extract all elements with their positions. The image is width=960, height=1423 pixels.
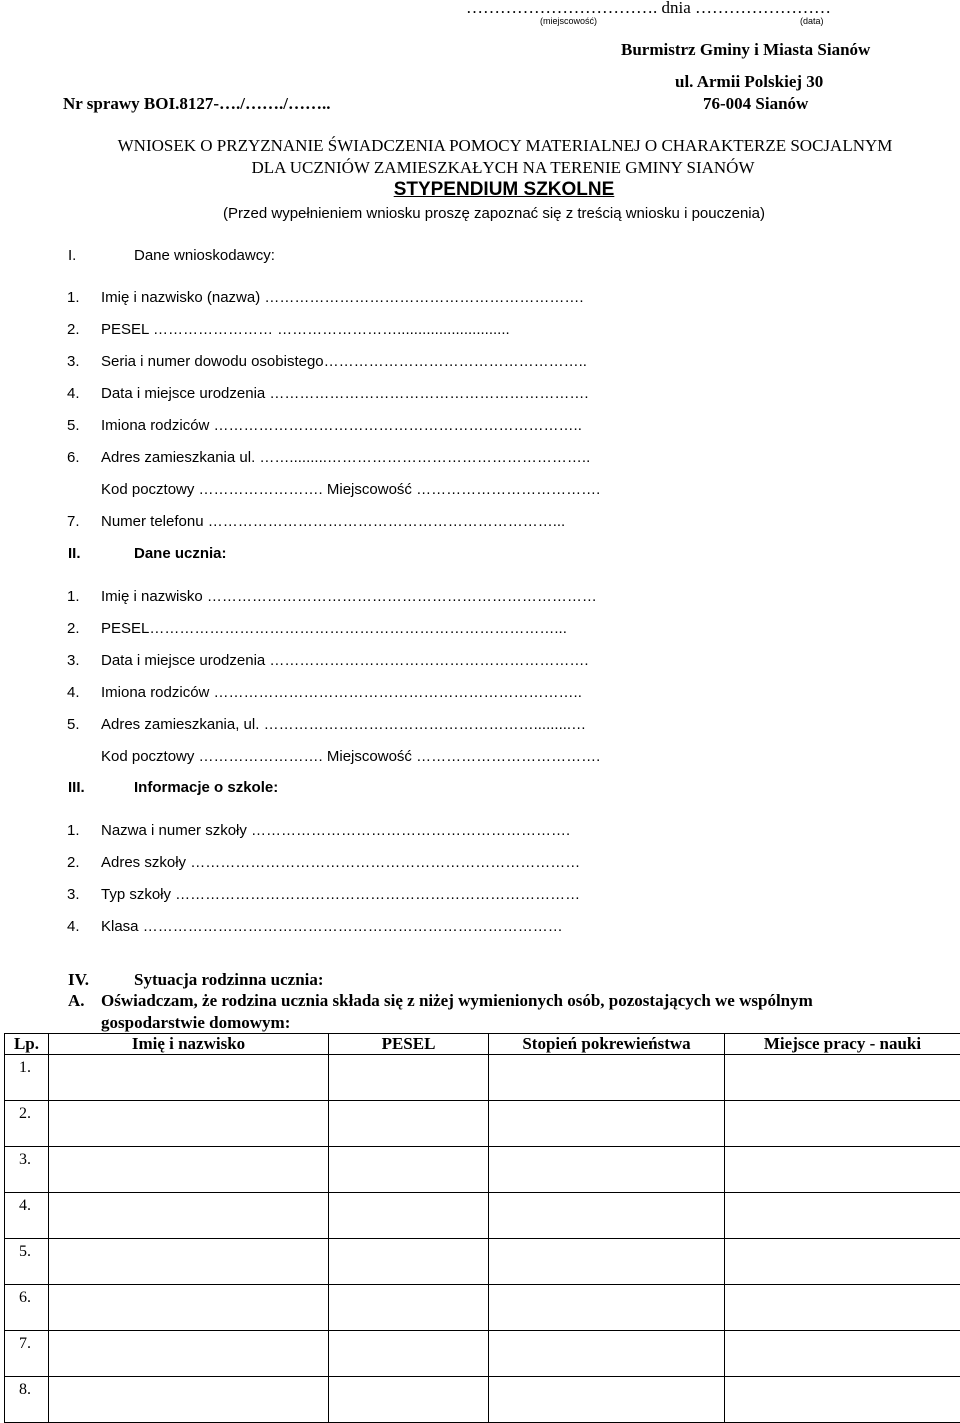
field-label[interactable]: Imię i nazwisko ……………………………………………………………………	[101, 588, 597, 605]
form-field[interactable]	[67, 918, 887, 938]
form-field[interactable]	[67, 353, 887, 373]
form-field[interactable]	[67, 716, 887, 736]
field-number: 3.	[67, 353, 80, 370]
field-label[interactable]: Typ szkoły ………………………………………………………………………	[101, 886, 580, 903]
row-number: 1.	[5, 1055, 49, 1101]
header-name: Imię i nazwisko	[49, 1034, 329, 1055]
row-number: 3.	[5, 1147, 49, 1193]
field-label[interactable]: Adres zamieszkania, ul. ……………………………………………….........…	[101, 716, 586, 733]
field-label[interactable]: Numer telefonu ……………………………………………………………...	[101, 513, 565, 530]
table-cell[interactable]	[725, 1101, 960, 1147]
row-number: 7.	[5, 1331, 49, 1377]
field-number: 1.	[67, 289, 80, 306]
field-number: 3.	[67, 886, 80, 903]
field-number: 5.	[67, 417, 80, 434]
form-field[interactable]	[67, 289, 887, 309]
form-title-line2: DLA UCZNIÓW ZAMIESZKAŁYCH NA TERENIE GMINY SIANÓW	[0, 158, 960, 178]
row-number: 8.	[5, 1377, 49, 1423]
section-applicant-heading	[68, 247, 468, 267]
form-field[interactable]	[67, 620, 887, 640]
table-cell[interactable]	[329, 1147, 489, 1193]
recipient-name: Burmistrz Gminy i Miasta Sianów	[621, 40, 870, 60]
form-field[interactable]	[67, 886, 887, 906]
table-cell[interactable]	[329, 1193, 489, 1239]
field-label[interactable]: Seria i numer dowodu osobistego……………………………………………..	[101, 353, 587, 370]
field-label[interactable]: Imiona rodziców ………………………………………………………………..	[101, 417, 582, 434]
table-row	[5, 1147, 960, 1193]
table-cell[interactable]	[489, 1331, 725, 1377]
table-cell[interactable]	[725, 1147, 960, 1193]
header-relation: Stopień pokrewieństwa	[489, 1034, 725, 1055]
table-cell[interactable]	[329, 1239, 489, 1285]
table-cell[interactable]	[489, 1055, 725, 1101]
field-number: 3.	[67, 652, 80, 669]
table-row	[5, 1239, 960, 1285]
place-caption: (miejscowość)	[540, 16, 597, 26]
table-cell[interactable]	[489, 1193, 725, 1239]
table-cell[interactable]	[725, 1331, 960, 1377]
case-number[interactable]: Nr sprawy BOI.8127-…./……./……..	[63, 94, 330, 114]
table-row	[5, 1285, 960, 1331]
table-cell[interactable]	[49, 1331, 329, 1377]
row-number: 2.	[5, 1101, 49, 1147]
field-label[interactable]: Data i miejsce urodzenia ……………………………………………………….	[101, 652, 589, 669]
row-number: 5.	[5, 1239, 49, 1285]
statement-letter: A.	[68, 991, 85, 1011]
section-label: Informacje o szkole:	[134, 779, 278, 796]
form-field[interactable]	[67, 321, 887, 341]
field-label[interactable]: Adres zamieszkania ul. …….........……………………………………………..	[101, 449, 590, 466]
table-cell[interactable]	[725, 1377, 960, 1423]
date-caption: (data)	[800, 16, 824, 26]
table-cell[interactable]	[49, 1101, 329, 1147]
form-field[interactable]	[67, 449, 887, 469]
table-cell[interactable]	[49, 1147, 329, 1193]
field-number: 4.	[67, 385, 80, 402]
form-title-scholarship: STYPENDIUM SZKOLNE	[34, 179, 960, 201]
field-label[interactable]: Klasa …………………………………………………………………………	[101, 918, 563, 935]
field-label[interactable]: Kod pocztowy ……………………. Miejscowość ……………………………….	[101, 748, 600, 765]
table-row	[5, 1331, 960, 1377]
table-cell[interactable]	[489, 1101, 725, 1147]
table-row	[5, 1101, 960, 1147]
field-number: 5.	[67, 716, 80, 733]
table-cell[interactable]	[725, 1055, 960, 1101]
field-number: 7.	[67, 513, 80, 530]
section-number: IV.	[68, 970, 89, 990]
form-field[interactable]	[67, 417, 887, 437]
field-label[interactable]: Data i miejsce urodzenia ……………………………………………………….	[101, 385, 589, 402]
section-student-heading	[68, 545, 468, 565]
field-label[interactable]: Kod pocztowy ……………………. Miejscowość ……………………………….	[101, 481, 600, 498]
table-cell[interactable]	[329, 1101, 489, 1147]
table-cell[interactable]	[725, 1239, 960, 1285]
table-cell[interactable]	[329, 1331, 489, 1377]
field-number: 1.	[67, 822, 80, 839]
table-cell[interactable]	[49, 1055, 329, 1101]
form-field[interactable]	[67, 588, 887, 608]
table-cell[interactable]	[725, 1193, 960, 1239]
field-label[interactable]: PESEL………………………………………………………………………...	[101, 620, 567, 637]
table-cell[interactable]	[489, 1147, 725, 1193]
form-title-line1: WNIOSEK O PRZYZNANIE ŚWIADCZENIA POMOCY MATERIALNEJ O CHARAKTERZE SOCJALNYM	[0, 136, 960, 156]
field-label[interactable]: Nazwa i numer szkoły ……………………………………………………….	[101, 822, 570, 839]
field-number: 1.	[67, 588, 80, 605]
date-place-line[interactable]: ……………………………. dnia ……………………	[466, 0, 831, 18]
table-cell[interactable]	[49, 1193, 329, 1239]
table-cell[interactable]	[329, 1377, 489, 1423]
table-row	[5, 1193, 960, 1239]
table-cell[interactable]	[49, 1285, 329, 1331]
table-cell[interactable]	[49, 1239, 329, 1285]
section-number: III.	[68, 779, 85, 796]
table-cell[interactable]	[489, 1377, 725, 1423]
statement-line1: Oświadczam, że rodzina ucznia składa się z niżej wymienionych osób, pozostających we wspólnym	[101, 991, 813, 1011]
row-number: 4.	[5, 1193, 49, 1239]
recipient-street: ul. Armii Polskiej 30	[675, 72, 823, 92]
header-lp: Lp.	[5, 1034, 49, 1055]
header-pesel: PESEL	[329, 1034, 489, 1055]
field-label[interactable]: Imię i nazwisko (nazwa) ……………………………………………………….	[101, 289, 584, 306]
section-label: Sytuacja rodzinna ucznia:	[134, 970, 324, 990]
statement-line2: gospodarstwie domowym:	[101, 1013, 290, 1033]
section-number: I.	[68, 247, 76, 264]
form-field[interactable]	[67, 385, 887, 405]
field-number: 4.	[67, 684, 80, 701]
table-cell[interactable]	[725, 1285, 960, 1331]
field-number: 2.	[67, 620, 80, 637]
form-field[interactable]	[67, 854, 887, 874]
form-instruction: (Przed wypełnieniem wniosku proszę zapoznać się z treścią wniosku i pouczenia)	[14, 205, 960, 222]
field-number: 6.	[67, 449, 80, 466]
field-number: 4.	[67, 918, 80, 935]
form-field[interactable]	[67, 822, 887, 842]
section-label: Dane wnioskodawcy:	[134, 247, 275, 264]
section-school-heading	[68, 779, 468, 799]
row-number: 6.	[5, 1285, 49, 1331]
field-label[interactable]: Imiona rodziców ………………………………………………………………..	[101, 684, 582, 701]
form-field[interactable]	[67, 684, 887, 704]
section-number: II.	[68, 545, 81, 562]
table-row	[5, 1377, 960, 1423]
field-label[interactable]: PESEL …………………… ……………………...........................	[101, 321, 510, 338]
table-cell[interactable]	[49, 1377, 329, 1423]
table-cell[interactable]	[489, 1239, 725, 1285]
form-field[interactable]	[67, 481, 887, 501]
section-label: Dane ucznia:	[134, 545, 227, 562]
recipient-city: 76-004 Sianów	[703, 94, 808, 114]
table-cell[interactable]	[329, 1055, 489, 1101]
table-row	[5, 1055, 960, 1101]
section-family-heading	[68, 970, 468, 990]
field-number: 2.	[67, 321, 80, 338]
form-field[interactable]	[67, 748, 887, 768]
form-field[interactable]	[67, 652, 887, 672]
form-field[interactable]	[67, 513, 887, 533]
table-cell[interactable]	[329, 1285, 489, 1331]
table-cell[interactable]	[489, 1285, 725, 1331]
field-label[interactable]: Adres szkoły ……………………………………………………………………	[101, 854, 580, 871]
family-members-table	[4, 1033, 960, 1423]
header-work-school: Miejsce pracy - nauki	[725, 1034, 960, 1055]
field-number: 2.	[67, 854, 80, 871]
